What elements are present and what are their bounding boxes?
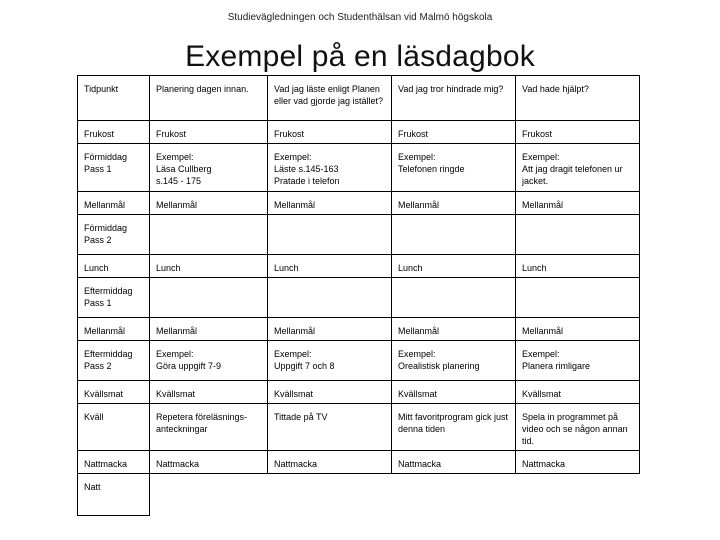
- table-cell: [516, 278, 640, 318]
- table-cell: Mellanmål: [392, 192, 516, 215]
- column-header: Tidpunkt: [78, 76, 150, 121]
- table-cell: Mellanmål: [516, 318, 640, 341]
- table-cell: [392, 215, 516, 255]
- table-cell: Mellanmål: [392, 318, 516, 341]
- table-header-row: [78, 76, 640, 121]
- table-cell: [150, 278, 268, 318]
- table-cell: [150, 215, 268, 255]
- table-cell: [516, 215, 640, 255]
- table-cell: Kvällsmat: [78, 381, 150, 404]
- table-row: [78, 215, 640, 255]
- table-row: [78, 474, 640, 516]
- table-cell: Mellanmål: [150, 318, 268, 341]
- table-cell: Exempel: Telefonen ringde: [392, 144, 516, 192]
- table-cell: Lunch: [392, 255, 516, 278]
- table-cell: [392, 278, 516, 318]
- table-cell: Mellanmål: [268, 192, 392, 215]
- table-cell: Eftermiddag Pass 2: [78, 341, 150, 381]
- table-cell: [268, 474, 392, 516]
- table-cell: Lunch: [516, 255, 640, 278]
- table-cell: Frukost: [268, 121, 392, 144]
- table-cell: Lunch: [78, 255, 150, 278]
- table-cell: [392, 474, 516, 516]
- table-cell: Mellanmål: [78, 318, 150, 341]
- table-cell: [268, 278, 392, 318]
- table-cell: Tittade på TV: [268, 404, 392, 451]
- table-cell: Nattmacka: [78, 451, 150, 474]
- table-cell: Nattmacka: [516, 451, 640, 474]
- table-cell: Kvällsmat: [268, 381, 392, 404]
- table-row: [78, 318, 640, 341]
- column-header: Vad hade hjälpt?: [516, 76, 640, 121]
- table-cell: Mellanmål: [78, 192, 150, 215]
- table-row: [78, 278, 640, 318]
- table-cell: Exempel: Att jag dragit telefonen ur jacket.: [516, 144, 640, 192]
- table-row: [78, 451, 640, 474]
- column-header: Vad jag läste enligt Planen eller vad gjorde jag istället?: [268, 76, 392, 121]
- table-cell: Mellanmål: [268, 318, 392, 341]
- table-cell: Exempel: Göra uppgift 7-9: [150, 341, 268, 381]
- table-row: [78, 192, 640, 215]
- table-cell: Repetera föreläsnings- anteckningar: [150, 404, 268, 451]
- table-cell: Förmiddag Pass 2: [78, 215, 150, 255]
- column-header: Planering dagen innan.: [150, 76, 268, 121]
- table-row: [78, 255, 640, 278]
- table-cell: Frukost: [150, 121, 268, 144]
- table-cell: Eftermiddag Pass 1: [78, 278, 150, 318]
- table-row: [78, 144, 640, 192]
- table-cell: Förmiddag Pass 1: [78, 144, 150, 192]
- table-cell: [268, 215, 392, 255]
- table-cell: Frukost: [516, 121, 640, 144]
- table-row: [78, 381, 640, 404]
- table-cell: [150, 474, 268, 516]
- table-row: [78, 341, 640, 381]
- table-cell: Exempel: Uppgift 7 och 8: [268, 341, 392, 381]
- table-cell: Mitt favoritprogram gick just denna tiden: [392, 404, 516, 451]
- table-cell: Frukost: [392, 121, 516, 144]
- reading-diary-table: [77, 75, 640, 516]
- table-cell: Mellanmål: [150, 192, 268, 215]
- table-cell: Kvällsmat: [150, 381, 268, 404]
- table-cell: Natt: [78, 474, 150, 516]
- table-row: [78, 404, 640, 451]
- page-title: Exempel på en läsdagbok: [185, 40, 535, 73]
- table-cell: Kvällsmat: [516, 381, 640, 404]
- table-cell: Spela in programmet på video och se någon annan tid.: [516, 404, 640, 451]
- table-cell: Exempel: Läsa Cullberg s.145 - 175: [150, 144, 268, 192]
- table-cell: Nattmacka: [268, 451, 392, 474]
- table-cell: Exempel: Planera rimligare: [516, 341, 640, 381]
- table-cell: Nattmacka: [392, 451, 516, 474]
- table-row: [78, 121, 640, 144]
- table-cell: Lunch: [150, 255, 268, 278]
- table-cell: [516, 474, 640, 516]
- page-header: Studievägledningen och Studenthälsan vid Malmö högskola: [227, 12, 493, 23]
- table-cell: Mellanmål: [516, 192, 640, 215]
- table-cell: Frukost: [78, 121, 150, 144]
- table-cell: Kvällsmat: [392, 381, 516, 404]
- table-cell: Exempel: Läste s.145-163 Pratade i telefon: [268, 144, 392, 192]
- table-cell: Exempel: Orealistisk planering: [392, 341, 516, 381]
- column-header: Vad jag tror hindrade mig?: [392, 76, 516, 121]
- table-cell: Lunch: [268, 255, 392, 278]
- table-cell: Nattmacka: [150, 451, 268, 474]
- table-cell: Kväll: [78, 404, 150, 451]
